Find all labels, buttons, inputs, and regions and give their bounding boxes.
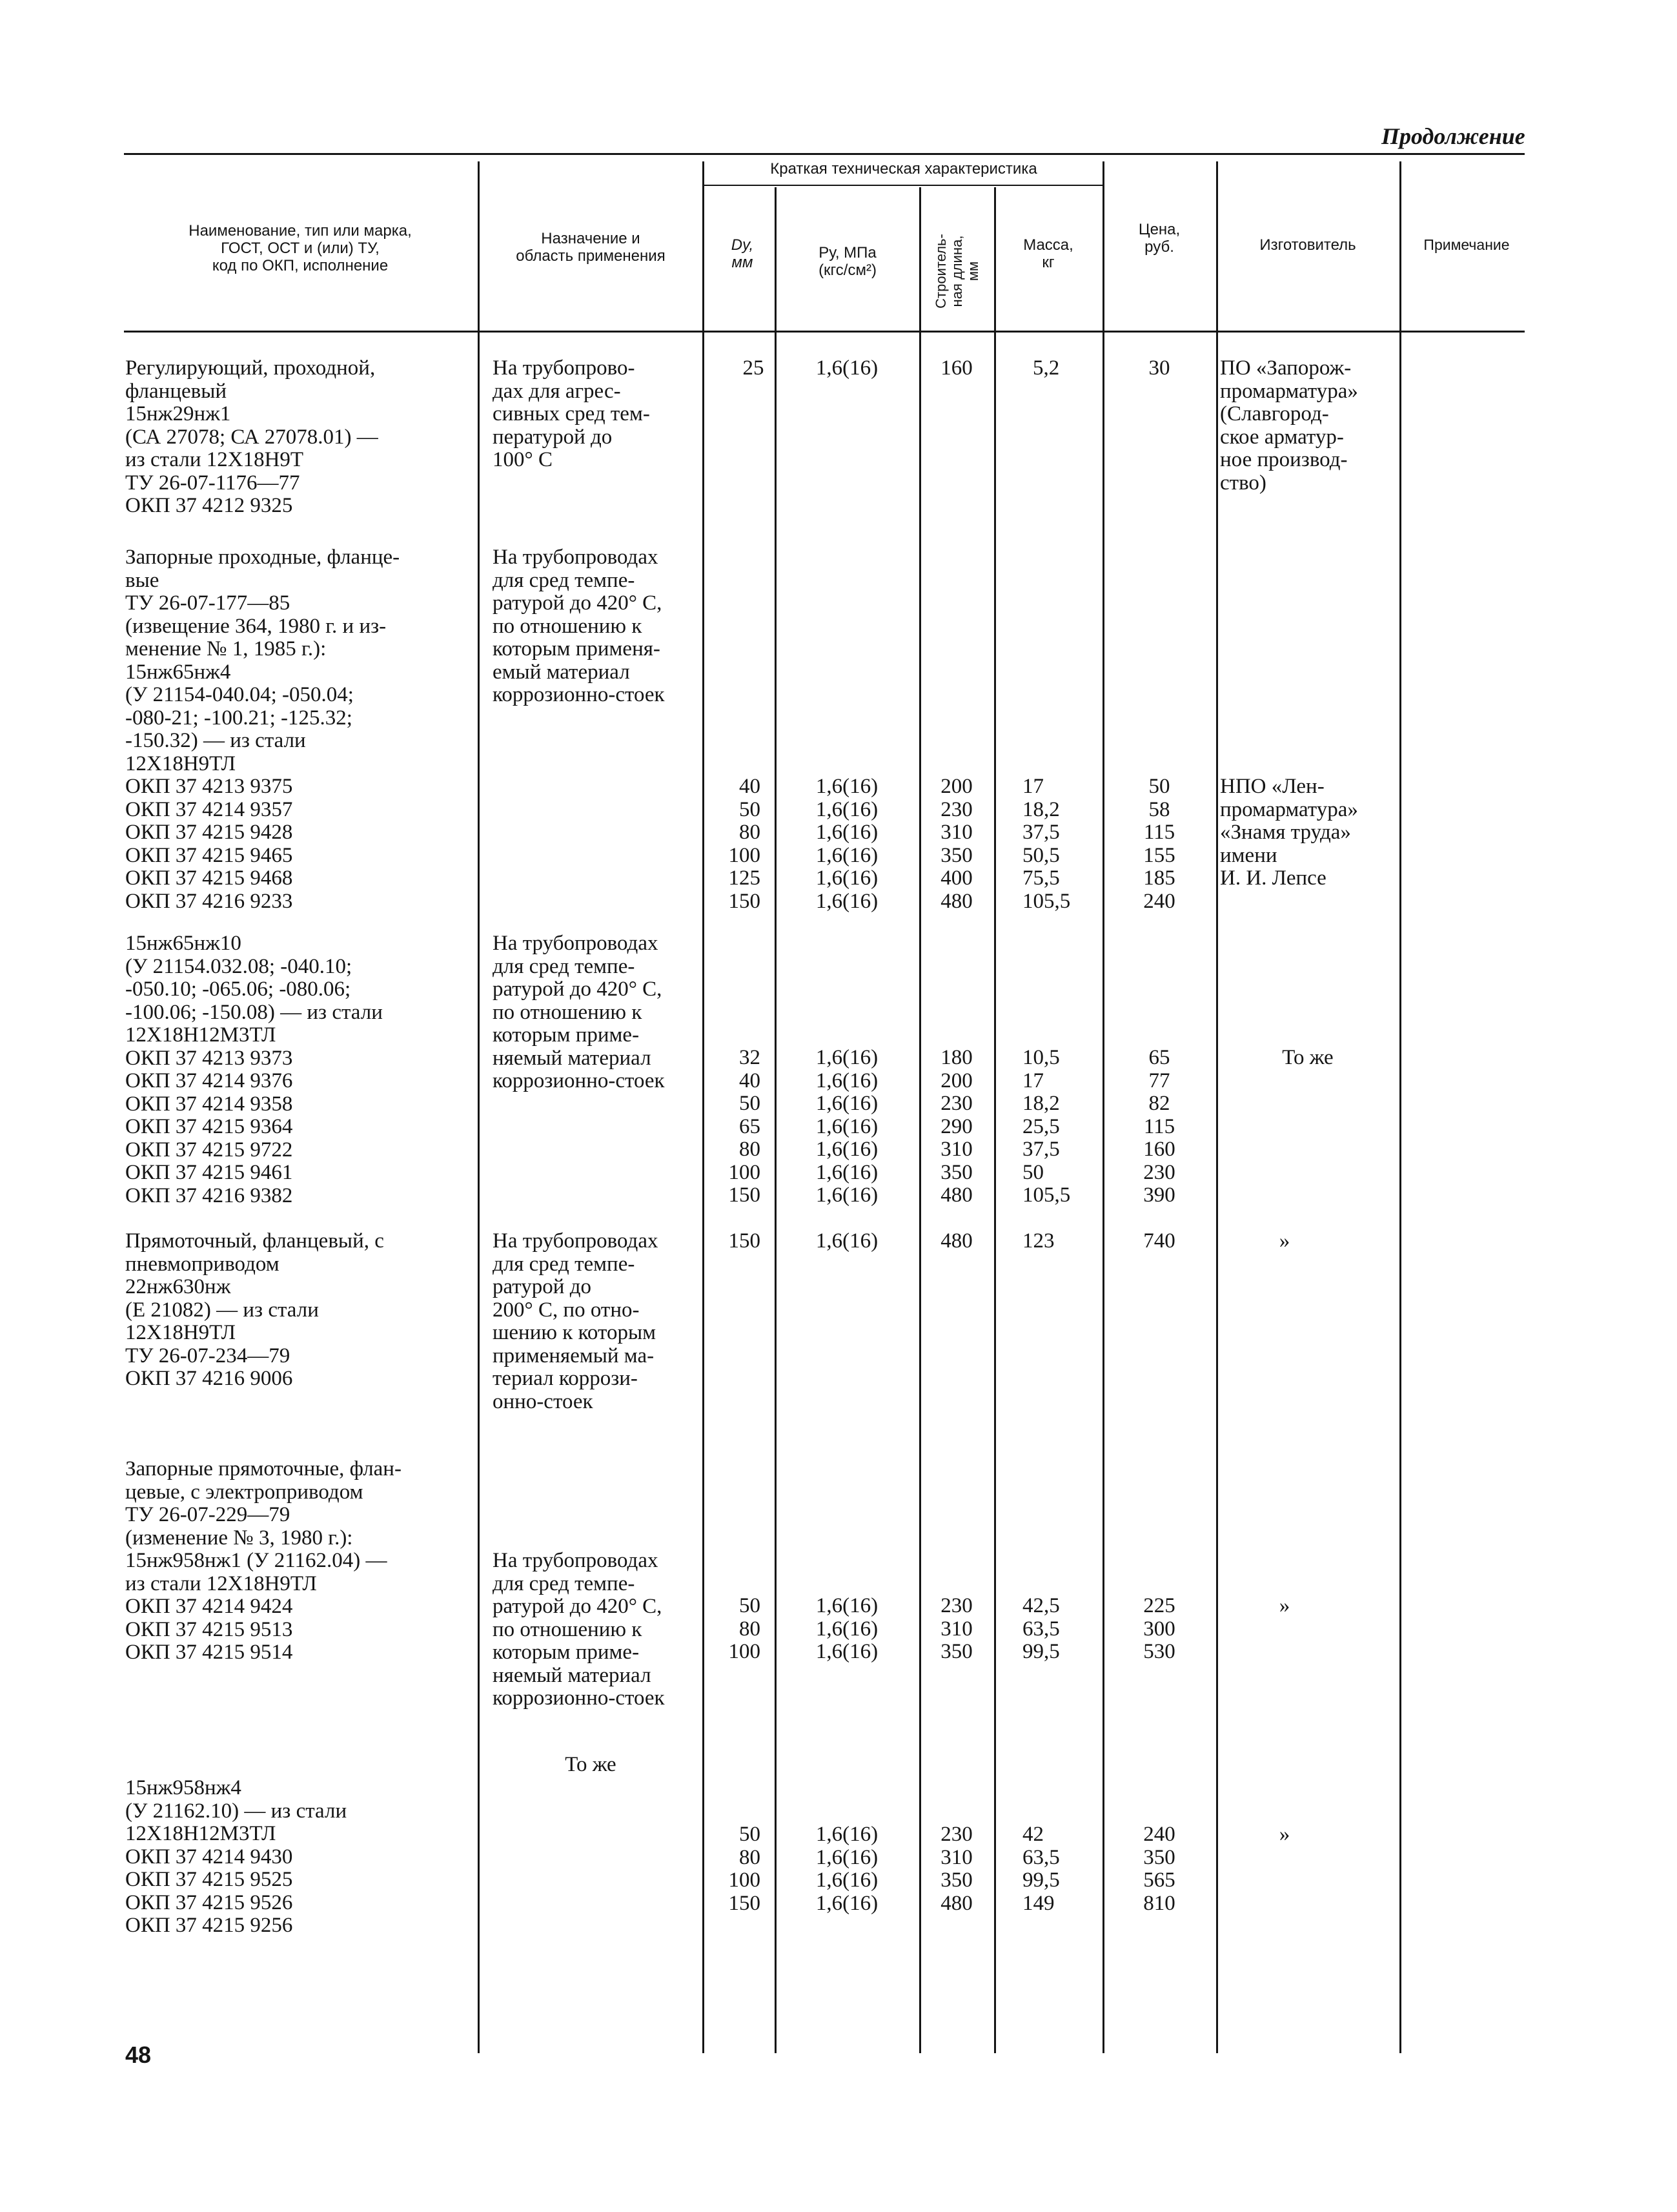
block-2-maker: То же [1282, 1046, 1334, 1069]
block-4-maker: » [1279, 1594, 1290, 1617]
block-1-price: 50 58 115 155 185 240 [1143, 775, 1175, 913]
block-1-maker: НПО «Лен- промарматура» «Знамя труда» имени И. И. Лепсе [1220, 775, 1358, 890]
block-3-purpose: На трубопроводах для сред темпе- ратурой до 200° С, по отно- шению к которым применяемый ма- териал коррози- онно-стоек [493, 1229, 658, 1413]
block-2-length: 180 200 230 290 310 350 480 [940, 1046, 973, 1207]
block-0-name: Регулирующий, проходной, фланцевый 15нж29нж1 (СА 27078; СА 27078.01) — из стали 12Х18Н9Т ТУ 26-07-1176—77 ОКП 37 4212 9325 [125, 356, 378, 517]
block-4-length: 230 310 350 [940, 1594, 973, 1663]
block-3-dy: 150 [728, 1229, 760, 1253]
block-3-maker: » [1279, 1229, 1290, 1253]
col-divider-1 [478, 161, 480, 2053]
block-5-py: 1,6(16) 1,6(16) 1,6(16) 1,6(16) [815, 1823, 879, 1915]
block-0-price: 30 [1148, 356, 1170, 380]
block-1-purpose: На трубопроводах для сред темпе- ратурой до 420° С, по отношению к которым применя- емый материал коррозионно-стоек [493, 546, 665, 706]
header-py: Pу, МПа (кгс/см²) [818, 244, 877, 279]
block-4-py: 1,6(16) 1,6(16) 1,6(16) [815, 1594, 879, 1663]
tech-group-rule [702, 185, 1103, 186]
block-3-price: 740 [1143, 1229, 1175, 1253]
block-5-dy: 50 80 100 150 [728, 1823, 760, 1915]
block-3-length: 480 [940, 1229, 973, 1253]
block-5-length: 230 310 350 480 [940, 1823, 973, 1915]
continuation-label: Продолжение [1381, 123, 1525, 149]
block-4-purpose: На трубопроводах для сред темпе- ратурой до 420° С, по отношению к которым приме- няемый материал коррозионно-стоек [493, 1549, 665, 1710]
block-3-py: 1,6(16) [815, 1229, 879, 1253]
header-price: Цена, руб. [1138, 221, 1181, 256]
col-divider-8 [1399, 161, 1401, 2053]
block-0-purpose: На трубопрово- дах для агрес- сивных сред тем- пературой до 100° С [493, 356, 650, 471]
header-note: Примечание [1423, 236, 1510, 253]
col-divider-2 [702, 161, 704, 2053]
block-3-name: Прямоточный, фланцевый, с пневмоприводом 22нж630нж (Е 21082) — из стали 12Х18Н9ТЛ ТУ 26-07-234—79 ОКП 37 4216 9006 [125, 1229, 384, 1390]
header-length: Строитель- ная длина, мм [933, 234, 981, 309]
block-0-length: 160 [940, 356, 973, 380]
block-1-name: Запорные проходные, фланце- вые ТУ 26-07-177—85 (извещение 364, 1980 г. и из- менение № 1, 1985 г.): 15нж65нж4 (У 21154-040.04; -050.04; -080-21; -100.21; -125.32; -150.32) — из стали 12Х18Н9ТЛ ОКП 37 4213 9375 ОКП 37 4214 9357 ОКП 37 4215 9428 ОКП 37 4215 9465 ОКП 37 4215 9468 ОКП 37 4216 9233 [125, 546, 400, 913]
block-2-purpose: На трубопроводах для сред темпе- ратурой до 420° С, по отношению к которым приме- няемый материал коррозионно-стоек [493, 932, 665, 1092]
block-2-mass: 10,5 17 18,2 25,5 37,5 50 105,5 [1022, 1046, 1071, 1207]
block-4-name: Запорные прямоточные, флан- цевые, с электроприводом ТУ 26-07-229—79 (изменение № 3, 1980 г.): 15нж958нж1 (У 21162.04) — из стали 12Х18Н9ТЛ ОКП 37 4214 9424 ОКП 37 4215 9513 ОКП 37 4215 9514 [125, 1457, 401, 1664]
header-maker: Изготовитель [1259, 236, 1356, 254]
block-0-dy: 25 [742, 356, 764, 380]
header-name: Наименование, тип или марка, ГОСТ, ОСТ и (или) ТУ, код по ОКП, исполнение [188, 222, 412, 274]
block-0-py: 1,6(16) [815, 356, 879, 380]
block-1-py: 1,6(16) 1,6(16) 1,6(16) 1,6(16) 1,6(16) 1,6(16) [815, 775, 879, 913]
block-4-mass: 42,5 63,5 99,5 [1022, 1594, 1060, 1663]
block-5-maker: » [1279, 1823, 1290, 1846]
block-2-price: 65 77 82 115 160 230 390 [1143, 1046, 1175, 1207]
block-2-py: 1,6(16) 1,6(16) 1,6(16) 1,6(16) 1,6(16) 1,6(16) 1,6(16) [815, 1046, 879, 1207]
header-mass: Масса, кг [1023, 236, 1073, 271]
col-divider-7 [1216, 161, 1218, 2053]
block-4-price: 225 300 530 [1143, 1594, 1175, 1663]
col-divider-5 [994, 187, 996, 2053]
block-2-dy: 32 40 50 65 80 100 150 [728, 1046, 760, 1207]
block-5-price: 240 350 565 810 [1143, 1823, 1175, 1915]
block-0-maker: ПО «Запорож- промарматура» (Славгород- ское арматур- ное производ- ство) [1220, 356, 1358, 495]
header-bottom-rule [124, 331, 1525, 333]
block-5-mass: 42 63,5 99,5 149 [1022, 1823, 1060, 1915]
block-3-mass: 123 [1022, 1229, 1055, 1253]
col-divider-3 [775, 187, 777, 2053]
block-1-mass: 17 18,2 37,5 50,5 75,5 105,5 [1022, 775, 1071, 913]
block-2-name: 15нж65нж10 (У 21154.032.08; -040.10; -050.10; -065.06; -080.06; -100.06; -150.08) — из стали 12Х18Н12М3ТЛ ОКП 37 4213 9373 ОКП 37 4214 9376 ОКП 37 4214 9358 ОКП 37 4215 9364 ОКП 37 4215 9722 ОКП 37 4215 9461 ОКП 37 4216 9382 [125, 932, 383, 1207]
header-purpose: Назначение и область применения [516, 230, 666, 265]
block-4-dy: 50 80 100 [728, 1594, 760, 1663]
header-tech-group: Краткая техническая характеристика [770, 160, 1037, 178]
block-5-purpose: То же [565, 1753, 616, 1776]
col-divider-6 [1103, 161, 1104, 2053]
block-1-dy: 40 50 80 100 125 150 [728, 775, 760, 913]
col-divider-4 [919, 187, 921, 2053]
header-dy: Dу, мм [731, 236, 754, 271]
block-5-name: 15нж958нж4 (У 21162.10) — из стали 12Х18Н12М3ТЛ ОКП 37 4214 9430 ОКП 37 4215 9525 ОКП 37 4215 9526 ОКП 37 4215 9256 [125, 1776, 347, 1937]
page-number: 48 [125, 2042, 152, 2068]
block-1-length: 200 230 310 350 400 480 [940, 775, 973, 913]
block-0-mass: 5,2 [1033, 356, 1060, 380]
table-top-rule [124, 153, 1525, 155]
